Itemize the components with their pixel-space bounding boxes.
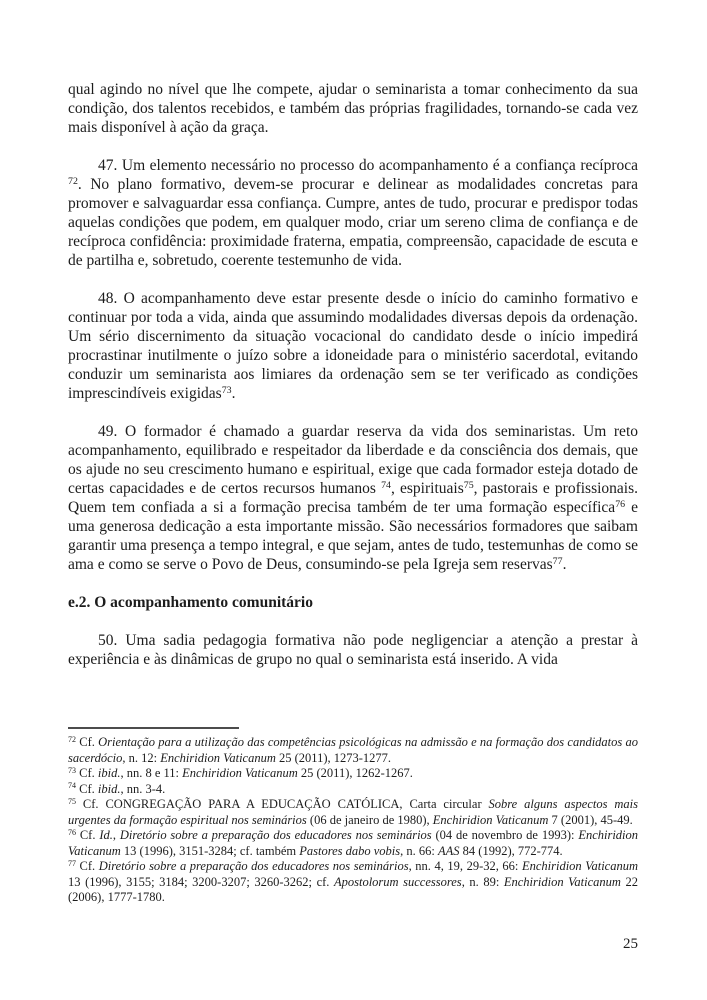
text-run: 25 (2011), 1262-1267. bbox=[297, 766, 413, 780]
footnote bbox=[68, 828, 638, 859]
footnote-ref: 76 bbox=[615, 498, 626, 510]
text-run: 22 (2006), 1777-1780. bbox=[68, 874, 638, 904]
text-run: Cf. CONGREGAÇÃO PARA A EDUCAÇÃO CATÓLICA, Carta circular bbox=[76, 797, 489, 811]
text-run: . bbox=[562, 556, 567, 573]
text-run: 50. Uma sadia pedagogia formativa não pode negligenciar a atenção a prestar à experiência e às dinâmicas de grupo no qual o seminarista está inserido. A vida bbox=[68, 632, 638, 668]
text-run: , nn. 3-4. bbox=[120, 781, 166, 796]
text-run: , nn. 4, 19, 29-32, 66: bbox=[408, 859, 522, 873]
footnote-ref: 76 bbox=[68, 827, 76, 837]
text-run: e.2. O acompanhamento comunitário bbox=[68, 594, 313, 611]
text-run: , bbox=[112, 828, 120, 842]
text-run: AAS bbox=[438, 843, 460, 858]
text-run: Enchiridion Vaticanum bbox=[182, 766, 298, 780]
text-run: . No plano formativo, devem-se procurar e delinear as modalidades concretas para promover e salvaguardar essa confiança. Cumpre, antes de tudo, procurar e predispor todas aquelas condições que podem, em qualquer modo, criar um sereno clima de confiança e de recíproca confidência: proximidade fraterna, empatia, compreensão, capacidade de escuta e de partilha e, sobretudo, coerente testemunho de vida. bbox=[68, 176, 638, 269]
footnote bbox=[68, 859, 638, 906]
footnote bbox=[68, 735, 638, 766]
body-paragraph bbox=[68, 289, 638, 403]
main-text bbox=[68, 80, 638, 688]
footnote-ref: 73 bbox=[221, 384, 232, 396]
text-run: 47. Um elemento necessário no processo do acompanhamento é a confiança recíproca bbox=[98, 157, 638, 174]
footnote-ref: 74 bbox=[381, 479, 391, 491]
footnotes bbox=[68, 735, 638, 906]
text-run: Apostolorum successores bbox=[333, 874, 462, 889]
text-run: , n. 89: bbox=[461, 874, 504, 889]
footnote bbox=[68, 766, 638, 782]
footnote-ref: 77 bbox=[68, 858, 76, 868]
text-run: 7 (2001), 45-49. bbox=[548, 812, 633, 827]
text-run: Cf. bbox=[76, 735, 99, 749]
section-heading bbox=[68, 593, 638, 612]
footnote-ref: 77 bbox=[552, 555, 563, 567]
body-paragraph bbox=[68, 80, 638, 137]
text-run: ibid. bbox=[97, 781, 121, 796]
text-run: , espirituais bbox=[391, 480, 464, 497]
text-run: 48. O acompanhamento deve estar presente desde o início do caminho formativo e continuar por toda a vida, ainda que assumindo modalidades diversas depois da ordenação. Um sério discernimento da situação vocacional do candidato desde o início impedirá procrastinar inutilmente o juízo sobre a idoneidade para o ministério sacerdotal, evitando conduzir um seminarista aos limiares da ordenação sem se ter verificado as condições imprescindíveis exigidas bbox=[68, 290, 638, 402]
text-run: , pastorais e profissionais. Quem tem confiada a si a formação precisa também de ter uma formação específica bbox=[68, 480, 638, 516]
text-run: Pastores dabo vobis bbox=[299, 843, 401, 858]
text-run: Diretório sobre a preparação dos educadores nos seminários bbox=[98, 859, 409, 873]
text-run: 13 (1996), 3155; 3184; 3200-3207; 3260-3262; cf. bbox=[68, 874, 334, 889]
text-run: , n. 66: bbox=[400, 843, 438, 858]
text-run: e uma generosa dedicação a esta importante missão. São necessários formadores que saibam garantir uma presença a tempo integral, e que sejam, antes de tudo, testemunhas de como se ama e como se serve o Povo de Deus, consumindo-se pela Igreja sem reservas bbox=[68, 499, 638, 573]
text-run: Enchiridion Vaticanum bbox=[503, 874, 621, 889]
text-run: Sobre alguns aspectos mais urgentes da formação espiritual nos seminários bbox=[68, 797, 638, 827]
text-run: 13 (1996), 3151-3284; cf. também bbox=[120, 843, 300, 858]
body-paragraph bbox=[68, 422, 638, 574]
text-run: qual agindo no nível que lhe compete, ajudar o seminarista a tomar conhecimento da sua condição, dos talentos recebidos, e também das próprias fragilidades, tornando-se cada vez mais disponível à ação da graça. bbox=[68, 81, 638, 136]
body-paragraph bbox=[68, 631, 638, 669]
text-run: 25 (2011), 1273-1277. bbox=[275, 750, 392, 765]
text-run: (06 de janeiro de 1980), bbox=[306, 812, 433, 827]
text-run: ibid. bbox=[97, 766, 121, 780]
footnote bbox=[68, 797, 638, 828]
text-run: Cf. bbox=[76, 766, 98, 780]
text-run: Diretório sobre a preparação dos educadores nos seminários bbox=[119, 828, 432, 842]
footnote-separator bbox=[68, 727, 239, 729]
footnote bbox=[68, 782, 638, 798]
text-run: Cf. bbox=[76, 859, 99, 873]
footnote-ref: 72 bbox=[68, 175, 78, 187]
text-run: Id. bbox=[99, 828, 113, 842]
text-run: Enchiridion Vaticanum bbox=[432, 812, 549, 827]
text-run: Cf. bbox=[76, 781, 98, 796]
text-run: 84 (1992), 772-774. bbox=[459, 843, 563, 858]
text-run: Cf. bbox=[76, 828, 100, 842]
text-run: Orientação para a utilização das competências psicológicas na admissão e na formação dos candidatos ao sacerdócio bbox=[68, 735, 639, 765]
text-run: (04 de novembro de 1993): bbox=[431, 828, 579, 842]
footnote-ref: 75 bbox=[68, 796, 76, 806]
page-number: 25 bbox=[623, 936, 638, 952]
text-run: Enchiridion Vaticanum bbox=[160, 750, 276, 765]
footnote-ref: 72 bbox=[68, 734, 76, 744]
footnote-ref: 74 bbox=[68, 781, 76, 791]
body-paragraph bbox=[68, 156, 638, 270]
footnote-ref: 73 bbox=[68, 765, 76, 775]
text-run: , n. 12: bbox=[122, 750, 161, 765]
text-run: 49. O formador é chamado a guardar reserva da vida dos seminaristas. Um reto acompanhamento, equilibrado e respeitador da liberdade e da consciência dos demais, que os ajude no seu crescimento humano e espiritual, exige que cada formador esteja dotado de certas capacidades e de certos recursos humanos bbox=[68, 423, 638, 497]
text-run: , nn. 8 e 11: bbox=[120, 766, 183, 780]
text-run: Enchiridion Vaticanum bbox=[521, 859, 638, 873]
text-run: . bbox=[231, 385, 236, 402]
footnote-ref: 75 bbox=[463, 479, 474, 491]
text-run: Enchiridion Vaticanum bbox=[68, 828, 639, 858]
